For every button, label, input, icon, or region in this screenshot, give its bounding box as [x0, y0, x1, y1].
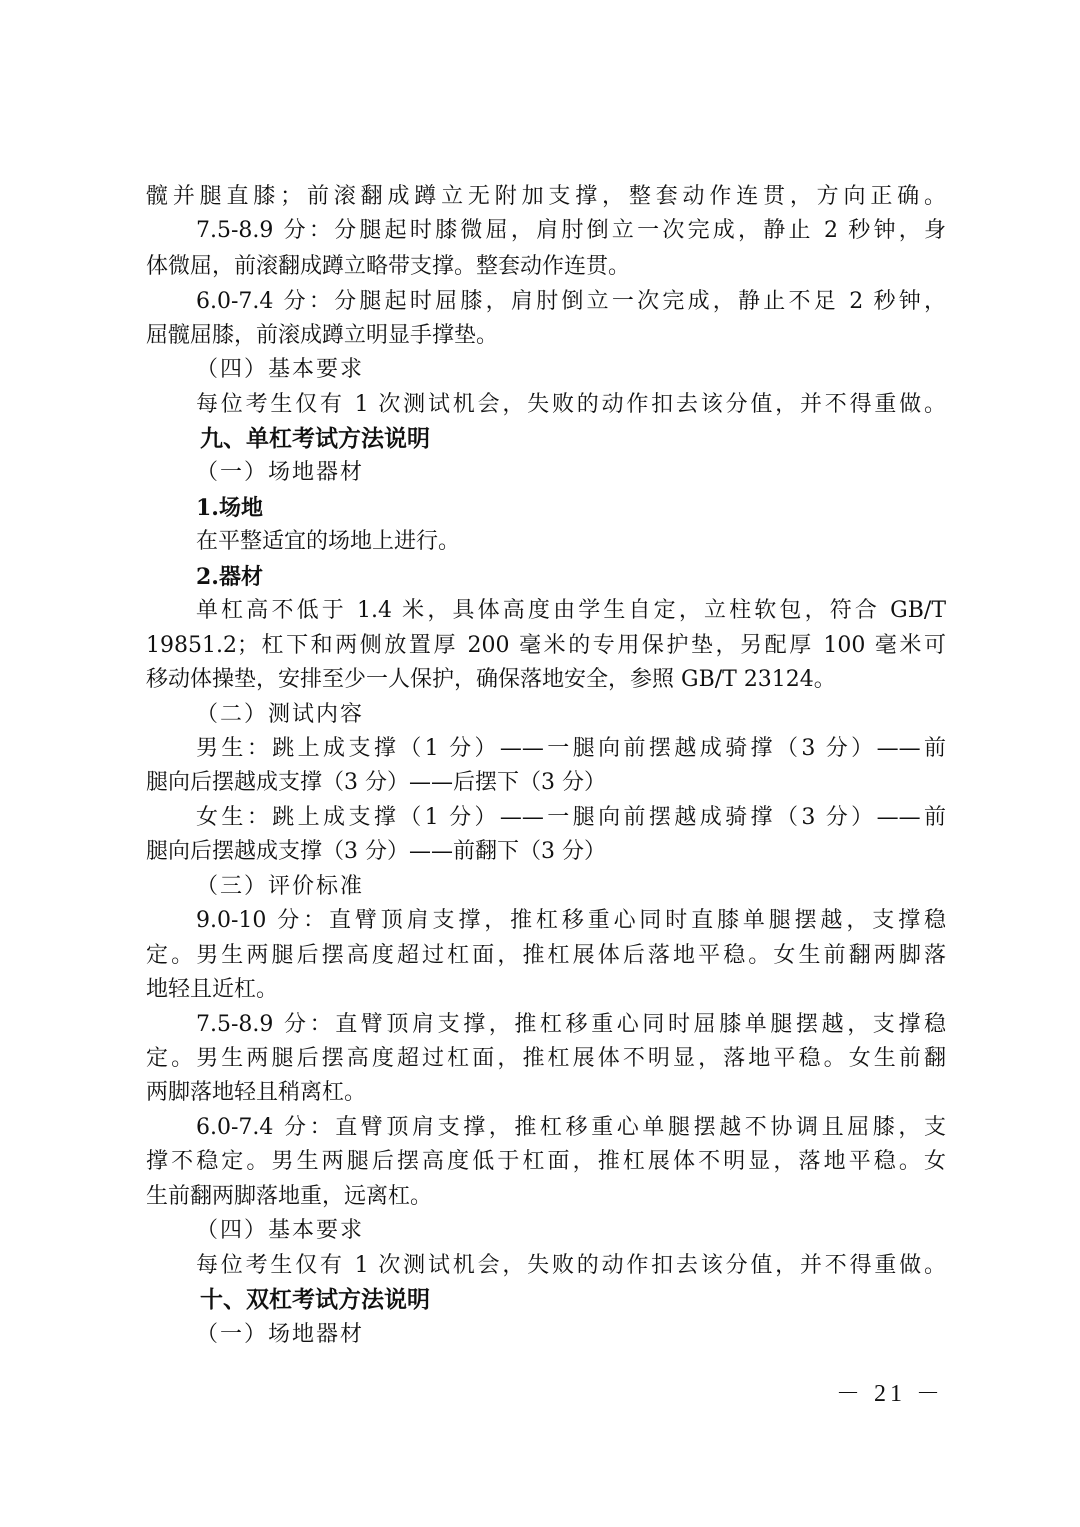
paragraph-line: 6.0-7.4 分：直臂顶肩支撑，推杠移重心单腿摆越不协调且屈膝，支 — [196, 1115, 946, 1140]
section-heading: 十、双杠考试方法说明 — [200, 1287, 430, 1313]
paragraph-line: 屈髋屈膝，前滚成蹲立明显手撑垫。 — [146, 323, 499, 348]
paragraph-line: 19851.2；杠下和两侧放置厚 200 毫米的专用保护垫，另配厚 100 毫米可 — [146, 633, 946, 658]
item-heading: 2.器材 — [196, 564, 263, 590]
paragraph-line: 男生：跳上成支撑（1 分）——一腿向前摆越成骑撑（3 分）——前 — [196, 736, 946, 761]
paragraph-line: 每位考生仅有 1 次测试机会，失败的动作扣去该分值，并不得重做。 — [196, 1253, 946, 1278]
page-number: － 21 － — [836, 1381, 944, 1407]
paragraph-line: 定。男生两腿后摆高度超过杠面，推杠展体不明显，落地平稳。女生前翻 — [146, 1046, 946, 1071]
paragraph-line: 腿向后摆越成支撑（3 分）——后摆下（3 分） — [146, 770, 606, 795]
paragraph-line: 髋并腿直膝；前滚翻成蹲立无附加支撑，整套动作连贯，方向正确。 — [146, 184, 946, 209]
paragraph-line: 腿向后摆越成支撑（3 分）——前翻下（3 分） — [146, 839, 606, 864]
subsection-heading: （二）测试内容 — [196, 702, 365, 727]
paragraph-line: 7.5-8.9 分：直臂顶肩支撑，推杠移重心同时屈膝单腿摆越，支撑稳 — [196, 1012, 946, 1037]
subsection-heading: （四）基本要求 — [196, 1218, 365, 1243]
subsection-heading: （三）评价标准 — [196, 874, 365, 899]
paragraph-line: 体微屈，前滚翻成蹲立略带支撑。整套动作连贯。 — [146, 254, 631, 279]
paragraph-line: 9.0-10 分：直臂顶肩支撑，推杠移重心同时直膝单腿摆越，支撑稳 — [196, 908, 946, 933]
paragraph-line: 在平整适宜的场地上进行。 — [196, 529, 461, 554]
paragraph-line: 每位考生仅有 1 次测试机会，失败的动作扣去该分值，并不得重做。 — [196, 392, 946, 417]
paragraph-line: 单杠高不低于 1.4 米，具体高度由学生自定，立柱软包，符合 GB/T — [196, 598, 946, 623]
paragraph-line: 女生：跳上成支撑（1 分）——一腿向前摆越成骑撑（3 分）——前 — [196, 805, 946, 830]
subsection-heading: （四）基本要求 — [196, 357, 365, 382]
section-heading: 九、单杠考试方法说明 — [200, 426, 430, 452]
paragraph-line: 7.5-8.9 分：分腿起时膝微屈，肩肘倒立一次完成，静止 2 秒钟，身 — [196, 218, 946, 243]
subsection-heading: （一）场地器材 — [196, 1322, 365, 1347]
paragraph-line: 移动体操垫，安排至少一人保护，确保落地安全，参照 GB/T 23124。 — [146, 667, 836, 692]
paragraph-line: 定。男生两腿后摆高度超过杠面，推杠展体后落地平稳。女生前翻两脚落 — [146, 943, 946, 968]
subsection-heading: （一）场地器材 — [196, 460, 365, 485]
item-heading: 1.场地 — [196, 495, 263, 521]
paragraph-line: 6.0-7.4 分：分腿起时屈膝，肩肘倒立一次完成，静止不足 2 秒钟， — [196, 289, 946, 314]
paragraph-line: 地轻且近杠。 — [146, 977, 279, 1002]
paragraph-line: 撑不稳定。男生两腿后摆高度低于杠面，推杠展体不明显，落地平稳。女 — [146, 1149, 946, 1174]
paragraph-line: 两脚落地轻且稍离杠。 — [146, 1080, 367, 1105]
paragraph-line: 生前翻两脚落地重，远离杠。 — [146, 1184, 433, 1209]
